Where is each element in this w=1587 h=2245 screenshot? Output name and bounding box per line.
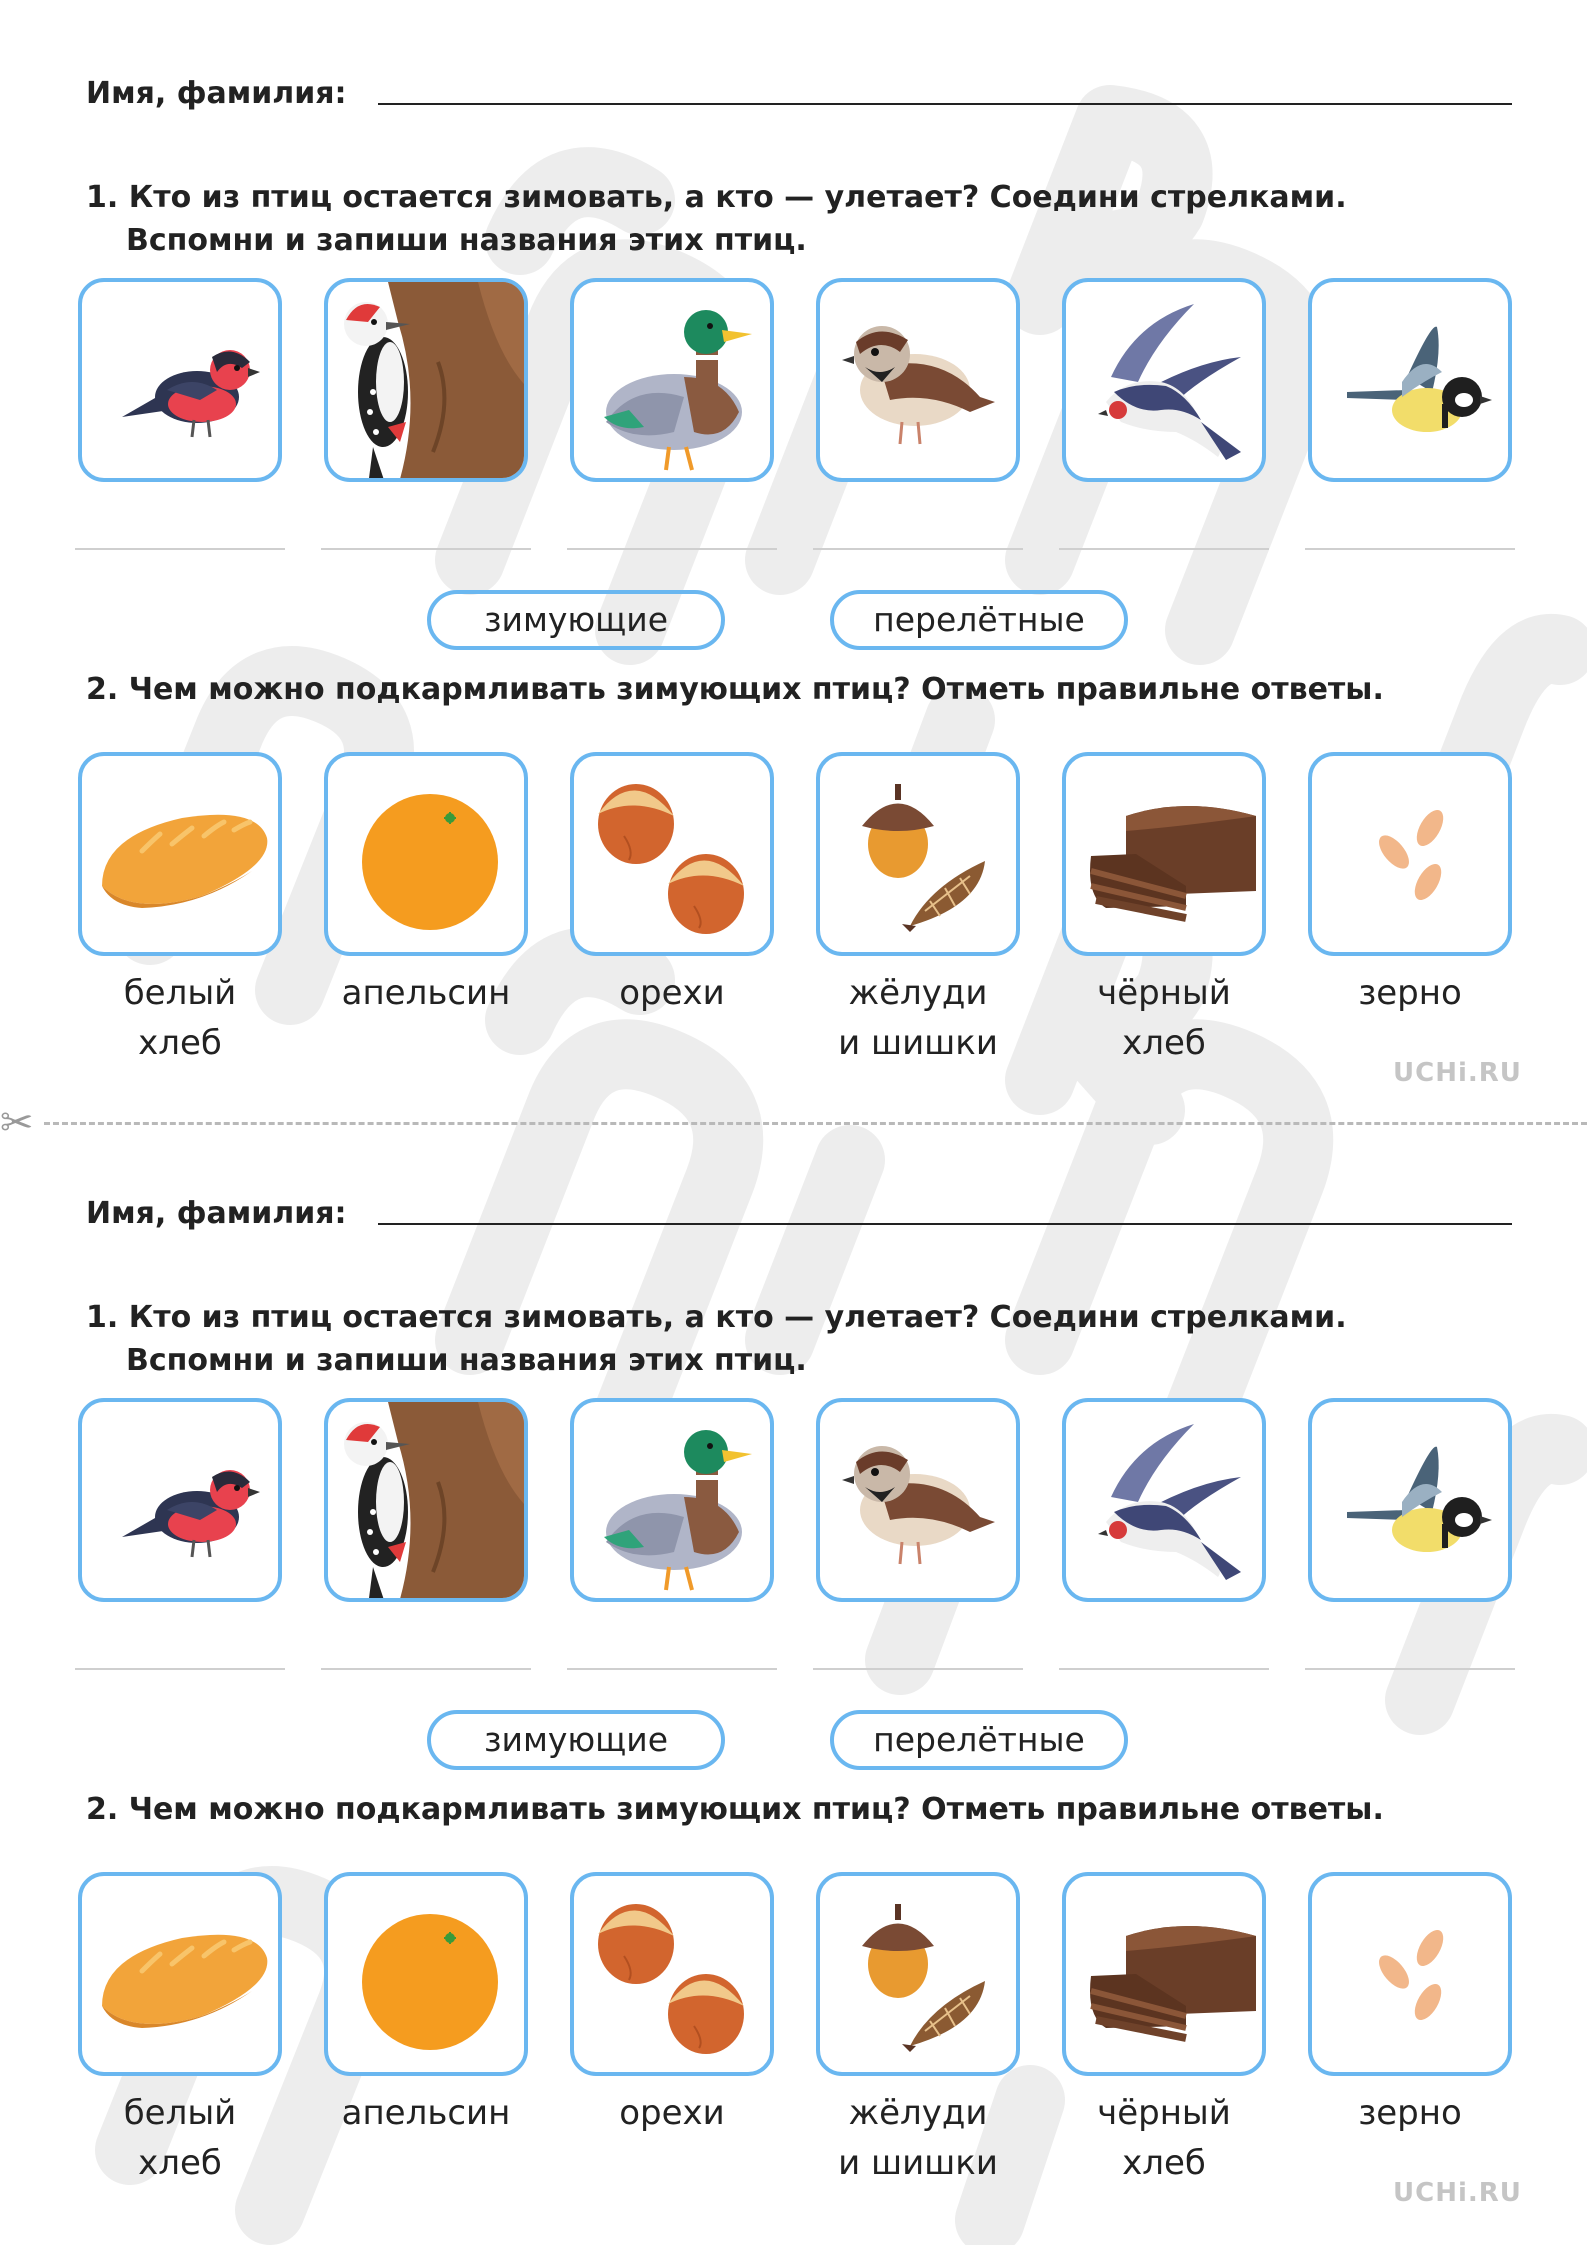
nuts-icon: [574, 1876, 774, 2076]
food-label-acorns-cones: жёлуди и шишки: [838, 2093, 998, 2183]
bird-card-swallow[interactable]: [1062, 1398, 1266, 1602]
uchi-logo: UCHi.RU: [1393, 2178, 1522, 2208]
black-bread-icon: [1066, 756, 1266, 956]
orange-icon: [328, 756, 528, 956]
white-bread-icon: [82, 756, 282, 956]
duck-icon: [574, 282, 774, 482]
migratory-option[interactable]: перелётные: [830, 590, 1128, 650]
food-label-white-bread: белый хлеб: [123, 973, 237, 1063]
bird-card-sparrow[interactable]: [816, 278, 1020, 482]
food-label-orange: апельсин: [341, 973, 511, 1013]
white-bread-icon: [82, 1876, 282, 2076]
task-1-line-2: Вспомни и запиши названия этих птиц.: [126, 223, 807, 258]
bird-card-duck[interactable]: [570, 278, 774, 482]
acorn-cone-icon: [820, 756, 1020, 956]
bird-card-tit[interactable]: [1308, 278, 1512, 482]
bullfinch-icon: [82, 282, 282, 482]
bird-name-line-5[interactable]: [1059, 548, 1269, 550]
sparrow-icon: [820, 282, 1020, 482]
food-label-white-bread: белый хлеб: [123, 2093, 237, 2183]
food-card-white-bread[interactable]: [78, 1872, 282, 2076]
task-2-question: 2. Чем можно подкармливать зимующих птиц? Отметь правильне ответы.: [86, 1792, 1384, 1827]
swallow-icon: [1066, 1402, 1266, 1602]
task-1-line-1: 1. Кто из птиц остается зимовать, а кто — улетает? Соедини стрелками.: [86, 1300, 1347, 1335]
wintering-option[interactable]: зимующие: [427, 1710, 725, 1770]
task-2-question: 2. Чем можно подкармливать зимующих птиц? Отметь правильне ответы.: [86, 672, 1384, 707]
grain-icon: [1312, 1876, 1512, 2076]
bird-card-bullfinch[interactable]: [78, 278, 282, 482]
food-label-grain: зерно: [1358, 2093, 1462, 2133]
bird-name-line-1[interactable]: [75, 1668, 285, 1670]
bird-name-line-4[interactable]: [813, 548, 1023, 550]
bird-name-line-6[interactable]: [1305, 1668, 1515, 1670]
bird-card-tit[interactable]: [1308, 1398, 1512, 1602]
bird-card-swallow[interactable]: [1062, 278, 1266, 482]
nuts-icon: [574, 756, 774, 956]
woodpecker-icon: [328, 282, 528, 482]
bird-card-sparrow[interactable]: [816, 1398, 1020, 1602]
food-label-black-bread: чёрный хлеб: [1097, 2093, 1231, 2183]
task-1-line-1: 1. Кто из птиц остается зимовать, а кто — улетает? Соедини стрелками.: [86, 180, 1347, 215]
bird-name-line-2[interactable]: [321, 1668, 531, 1670]
food-card-nuts[interactable]: [570, 752, 774, 956]
woodpecker-icon: [328, 1402, 528, 1602]
task-1-line-2: Вспомни и запиши названия этих птиц.: [126, 1343, 807, 1378]
food-label-nuts: орехи: [619, 973, 725, 1013]
bird-name-line-6[interactable]: [1305, 548, 1515, 550]
uchi-logo: UCHi.RU: [1393, 1058, 1522, 1088]
food-card-acorns-cones[interactable]: [816, 752, 1020, 956]
food-card-orange[interactable]: [324, 1872, 528, 2076]
sparrow-icon: [820, 1402, 1020, 1602]
food-card-black-bread[interactable]: [1062, 752, 1266, 956]
food-card-white-bread[interactable]: [78, 752, 282, 956]
food-card-nuts[interactable]: [570, 1872, 774, 2076]
name-input-line[interactable]: [378, 1223, 1512, 1225]
wintering-option[interactable]: зимующие: [427, 590, 725, 650]
orange-icon: [328, 1876, 528, 2076]
acorn-cone-icon: [820, 1876, 1020, 2076]
food-card-grain[interactable]: [1308, 1872, 1512, 2076]
tit-icon: [1312, 282, 1512, 482]
bird-card-duck[interactable]: [570, 1398, 774, 1602]
bird-name-line-4[interactable]: [813, 1668, 1023, 1670]
tit-icon: [1312, 1402, 1512, 1602]
black-bread-icon: [1066, 1876, 1266, 2076]
food-label-acorns-cones: жёлуди и шишки: [838, 973, 998, 1063]
bird-name-line-5[interactable]: [1059, 1668, 1269, 1670]
food-card-orange[interactable]: [324, 752, 528, 956]
name-input-line[interactable]: [378, 103, 1512, 105]
grain-icon: [1312, 756, 1512, 956]
bird-card-bullfinch[interactable]: [78, 1398, 282, 1602]
food-label-nuts: орехи: [619, 2093, 725, 2133]
food-card-grain[interactable]: [1308, 752, 1512, 956]
bird-name-line-3[interactable]: [567, 1668, 777, 1670]
bird-card-woodpecker[interactable]: [324, 278, 528, 482]
worksheet-2: [0, 1120, 1587, 2240]
task-1-question: [86, 1296, 1347, 1382]
food-label-black-bread: чёрный хлеб: [1097, 973, 1231, 1063]
bird-card-woodpecker[interactable]: [324, 1398, 528, 1602]
task-1-question: [86, 176, 1347, 262]
swallow-icon: [1066, 282, 1266, 482]
food-label-grain: зерно: [1358, 973, 1462, 1013]
duck-icon: [574, 1402, 774, 1602]
scissors-icon: ✂: [0, 1100, 34, 1146]
name-label: Имя, фамилия:: [86, 76, 347, 111]
bird-name-line-1[interactable]: [75, 548, 285, 550]
food-card-acorns-cones[interactable]: [816, 1872, 1020, 2076]
bird-name-line-2[interactable]: [321, 548, 531, 550]
food-card-black-bread[interactable]: [1062, 1872, 1266, 2076]
bird-name-line-3[interactable]: [567, 548, 777, 550]
food-label-orange: апельсин: [341, 2093, 511, 2133]
worksheet-1: [0, 0, 1587, 1120]
migratory-option[interactable]: перелётные: [830, 1710, 1128, 1770]
bullfinch-icon: [82, 1402, 282, 1602]
name-label: Имя, фамилия:: [86, 1196, 347, 1231]
